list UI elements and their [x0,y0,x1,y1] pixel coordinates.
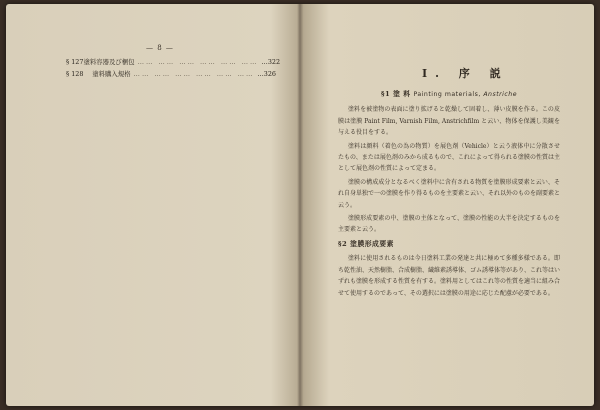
toc-page-number: …326 [257,70,276,78]
paragraph: 塗膜の構成成分となるべく塗料中に含有される物質を塗膜形成要素と云い、それ自身単独で一の塗膜を作り得るものを主要素と云い、それ以外のものを副要素と云う。 [338,178,561,209]
section-title: §1 塗 料 [380,90,411,98]
toc-entry [66,56,281,68]
page-folio: — 8 — [146,44,174,52]
table-of-contents [66,56,281,80]
paragraph: 塗膜形成要素の中、塗膜の主体となって、塗膜の性能の大半を決定するものを主要素と云う。 [338,215,560,234]
paragraph: 塗料に使用されるものは今日塗料工業の発達と共に極めて多種多様である。即ち乾性油、天然樹脂、合成樹脂、繊維素誘導体、ゴム誘導体等があり、これ等はいずれも塗膜を形成する性質を有する。塗料用としてはこれ等の性質を適当に組み合せて使用するのであって、その選択には塗膜の用途に応じた配慮が必要である。 [338,255,561,297]
toc-title: 塗料購入規格 [92,70,131,78]
toc-number: § 127 [66,58,84,66]
paragraph: 塗料は顔料（着色の為の物質）を展色剤（Vehicle）と云う液体中に分散させたもの、または展色剤のみから成るもので、これによって得られる塗膜の性質は主として展色剤の性質によって定まる。 [338,142,560,173]
toc-number: § 128 [66,70,84,78]
section-latin-title: Painting materials, Anstriche [413,91,518,98]
toc-dot-leader: …… …… …… …… …… …… [133,70,255,78]
chapter-title: I. 序 説 [422,67,509,80]
toc-dot-leader: …… …… …… …… …… …… [137,58,259,66]
toc-entry [66,68,276,80]
paragraph: 塗料を被塗物の表面に塗り拡げると乾燥して固着し、薄い皮膜を作る。この皮膜は塗膜 Paint Film, Varnish Film, Anstrichfilm と云い、物体を保護し美観を与える役目をする。 [338,106,560,137]
book-spread [6,4,594,406]
page-body [338,86,560,299]
toc-page-number: …322 [261,58,281,66]
section-title: §2 塗膜形成要素 [338,239,394,248]
section-heading [338,89,560,100]
toc-title: 塗料容器及び梱包 [83,58,135,66]
left-page [6,4,298,406]
right-page [302,4,594,406]
section-heading [338,239,560,250]
